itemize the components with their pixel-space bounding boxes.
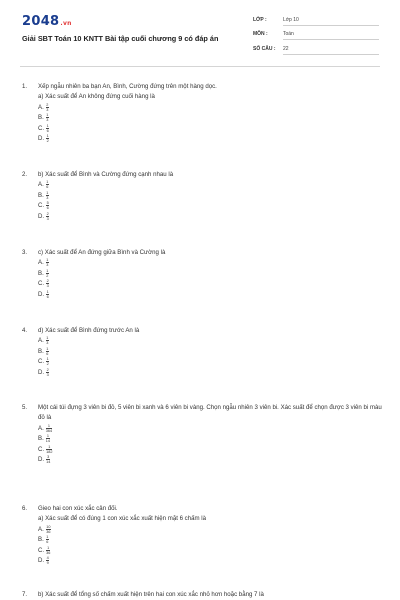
fraction-numerator: 1 <box>46 357 49 362</box>
question-number: 2. <box>22 171 28 178</box>
question-number: 3. <box>22 249 28 256</box>
document-title: Giải SBT Toán 10 KNTT Bài tập cuối chương 9 có đáp án <box>22 34 219 43</box>
question-7 <box>22 590 382 600</box>
answer-option[interactable] <box>38 134 382 145</box>
answer-option[interactable] <box>38 258 382 269</box>
option-letter: D. <box>38 291 45 299</box>
fraction-denominator: 2 <box>46 273 49 278</box>
option-letter: C. <box>38 445 45 453</box>
answer-option[interactable] <box>38 525 382 536</box>
answer-option[interactable] <box>38 546 382 557</box>
fraction-denominator: 3 <box>46 216 49 221</box>
option-fraction <box>46 535 49 544</box>
option-fraction <box>46 455 50 464</box>
option-fraction <box>46 180 49 189</box>
fraction-denominator: 3 <box>46 284 49 289</box>
option-letter: B. <box>38 348 44 356</box>
option-letter: A. <box>38 181 44 189</box>
fraction-numerator: 2 <box>46 211 49 216</box>
meta-label: SỐ CÂU : <box>253 46 276 52</box>
fraction-numerator: 5 <box>46 201 49 206</box>
fraction-numerator: 1 <box>46 113 49 118</box>
option-fraction <box>46 347 49 356</box>
option-letter: C. <box>38 124 45 132</box>
answer-option[interactable] <box>38 279 382 290</box>
question-number: 6. <box>22 505 28 512</box>
option-fraction <box>46 368 49 377</box>
option-fraction <box>46 546 50 555</box>
fraction-denominator: 3 <box>46 341 49 346</box>
fraction-denominator: 3 <box>46 372 49 377</box>
question-stem: Gieo hai con xúc xắc cân đối. <box>38 505 118 512</box>
fraction-denominator: 182 <box>46 449 53 454</box>
fraction-denominator: 14 <box>45 439 50 444</box>
fraction-numerator: 1 <box>46 424 52 429</box>
option-letter: D. <box>38 557 45 565</box>
fraction-numerator: 1 <box>46 268 49 273</box>
header-divider <box>20 66 380 67</box>
option-fraction <box>46 336 49 345</box>
question-body <box>38 326 382 378</box>
option-fraction <box>46 424 52 433</box>
fraction-numerator: 1 <box>46 535 49 540</box>
option-letter: B. <box>38 270 44 278</box>
question-subpart: a) Xác suất để có đúng 1 con xúc xắc xuất hiện mặt 6 chấm là <box>38 515 207 523</box>
fraction-denominator: 2 <box>46 362 49 367</box>
question-body <box>38 504 382 567</box>
answer-option[interactable] <box>38 357 382 368</box>
question-1 <box>22 82 382 145</box>
option-fraction <box>46 525 51 534</box>
fraction-numerator: 2 <box>46 367 49 372</box>
option-fraction <box>46 357 49 366</box>
fraction-numerator: 1 <box>46 346 49 351</box>
option-letter: A. <box>38 525 44 533</box>
meta-count-row <box>253 46 289 52</box>
question-body <box>38 170 382 222</box>
fraction-numerator: 3 <box>47 455 50 460</box>
document-header <box>0 0 400 62</box>
option-fraction <box>46 279 49 288</box>
fraction-numerator: 1 <box>47 545 50 550</box>
question-body <box>38 82 382 145</box>
answer-option[interactable] <box>38 191 382 202</box>
option-letter: A. <box>38 259 44 267</box>
answer-option[interactable] <box>38 180 382 191</box>
fraction-numerator: 1 <box>46 434 49 439</box>
option-letter: A. <box>38 337 44 345</box>
question-stem: c) Xác suất để An đứng giữa Bình và Cường là <box>38 249 166 256</box>
fraction-numerator: 1 <box>46 190 49 195</box>
answer-option[interactable] <box>38 336 382 347</box>
answer-option[interactable] <box>38 556 382 567</box>
meta-value: 22 <box>283 46 379 55</box>
option-fraction <box>46 434 50 443</box>
option-fraction <box>46 556 49 565</box>
question-stem: Một cái túi đựng 3 viên bi đỏ, 5 viên bi xanh và 6 viên bi vàng. Chọn ngẫu nhiên 3 viên bi. Xác suất để chọn được 3 viên bi màu đỏ là <box>38 404 382 422</box>
option-letter: B. <box>38 114 44 122</box>
question-number: 1. <box>22 83 28 90</box>
answer-option[interactable] <box>38 103 382 114</box>
answer-option[interactable] <box>38 445 382 456</box>
fraction-denominator: 6 <box>46 185 49 190</box>
answer-option[interactable] <box>38 290 382 301</box>
option-fraction <box>46 269 49 278</box>
meta-class-row <box>253 17 299 23</box>
question-2 <box>22 170 382 222</box>
question-stem: d) Xác suất để Bình đứng trước An là <box>38 327 140 334</box>
option-letter: B. <box>38 435 44 443</box>
fraction-denominator: 6 <box>46 294 49 299</box>
option-fraction <box>46 124 49 133</box>
answer-option[interactable] <box>38 368 382 379</box>
option-fraction <box>46 134 49 143</box>
logo-text: 2048 <box>22 14 60 29</box>
meta-value: Lớp 10 <box>283 17 379 26</box>
fraction-numerator: 1 <box>46 134 49 139</box>
question-body <box>38 248 382 300</box>
fraction-denominator: 2 <box>46 139 49 144</box>
option-fraction <box>46 290 49 299</box>
option-letter: D. <box>38 135 45 143</box>
option-letter: A. <box>38 103 44 111</box>
question-number: 7. <box>22 591 28 598</box>
option-fraction <box>46 103 49 112</box>
answer-option[interactable] <box>38 113 382 124</box>
fraction-denominator: 6 <box>46 540 49 545</box>
option-letter: A. <box>38 424 44 432</box>
fraction-denominator: 3 <box>46 195 49 200</box>
option-letter: C. <box>38 280 45 288</box>
option-letter: D. <box>38 369 45 377</box>
option-fraction <box>46 212 49 221</box>
answer-option[interactable] <box>38 535 382 546</box>
fraction-denominator: 3 <box>46 118 49 123</box>
fraction-numerator: 1 <box>46 258 49 263</box>
option-letter: C. <box>38 202 45 210</box>
question-number: 4. <box>22 327 28 334</box>
question-stem: b) Xác suất để Bình và Cường đứng cạnh nhau là <box>38 171 174 178</box>
site-logo[interactable] <box>22 14 72 29</box>
fraction-denominator: 6 <box>46 351 49 356</box>
fraction-denominator: 36 <box>46 529 51 534</box>
fraction-denominator: 3 <box>46 107 49 112</box>
option-fraction <box>46 191 49 200</box>
answer-option[interactable] <box>38 424 382 435</box>
fraction-numerator: 2 <box>46 102 49 107</box>
option-fraction <box>46 258 49 267</box>
fraction-numerator: 1 <box>46 123 49 128</box>
fraction-denominator: 364 <box>45 428 53 433</box>
question-body <box>38 403 382 466</box>
option-fraction <box>46 113 49 122</box>
fraction-numerator: 4 <box>46 556 49 561</box>
question-6 <box>22 504 382 567</box>
fraction-numerator: 2 <box>46 279 49 284</box>
fraction-denominator: 9 <box>46 561 49 566</box>
fraction-numerator: 1 <box>46 180 49 185</box>
answer-option[interactable] <box>38 269 382 280</box>
answer-option[interactable] <box>38 212 382 223</box>
meta-label: LỚP : <box>253 17 267 23</box>
question-4 <box>22 326 382 378</box>
option-fraction <box>46 201 49 210</box>
fraction-denominator: 3 <box>46 263 49 268</box>
fraction-denominator: 6 <box>46 128 49 133</box>
fraction-denominator: 14 <box>46 460 51 465</box>
fraction-numerator: 10 <box>46 524 51 529</box>
fraction-numerator: 1 <box>46 445 52 450</box>
question-body <box>38 590 382 600</box>
option-fraction <box>46 445 52 454</box>
question-stem: b) Xác suất để tổng số chấm xuất hiện trên hai con xúc xắc nhỏ hơn hoặc bằng 7 là <box>38 591 264 598</box>
option-letter: C. <box>38 358 45 366</box>
option-letter: B. <box>38 536 44 544</box>
meta-subject-row <box>253 31 294 37</box>
option-letter: D. <box>38 213 45 221</box>
meta-label: MÔN : <box>253 31 268 37</box>
answer-option[interactable] <box>38 434 382 445</box>
fraction-numerator: 1 <box>46 336 49 341</box>
question-number: 5. <box>22 404 28 411</box>
answer-option[interactable] <box>38 455 382 466</box>
answer-option[interactable] <box>38 347 382 358</box>
question-5 <box>22 403 382 466</box>
question-3 <box>22 248 382 300</box>
option-letter: C. <box>38 546 45 554</box>
option-letter: D. <box>38 456 45 464</box>
option-letter: B. <box>38 192 44 200</box>
logo-tld: .vn <box>60 20 72 27</box>
question-subpart: a) Xác suất để An không đứng cuối hàng là <box>38 93 155 101</box>
question-stem: Xếp ngẫu nhiên ba bạn An, Bình, Cường đứng trên một hàng dọc. <box>38 83 217 90</box>
answer-option[interactable] <box>38 201 382 212</box>
meta-value: Toán <box>283 31 379 40</box>
fraction-denominator: 36 <box>46 550 51 555</box>
fraction-denominator: 6 <box>46 206 49 211</box>
fraction-numerator: 1 <box>46 289 49 294</box>
answer-option[interactable] <box>38 124 382 135</box>
